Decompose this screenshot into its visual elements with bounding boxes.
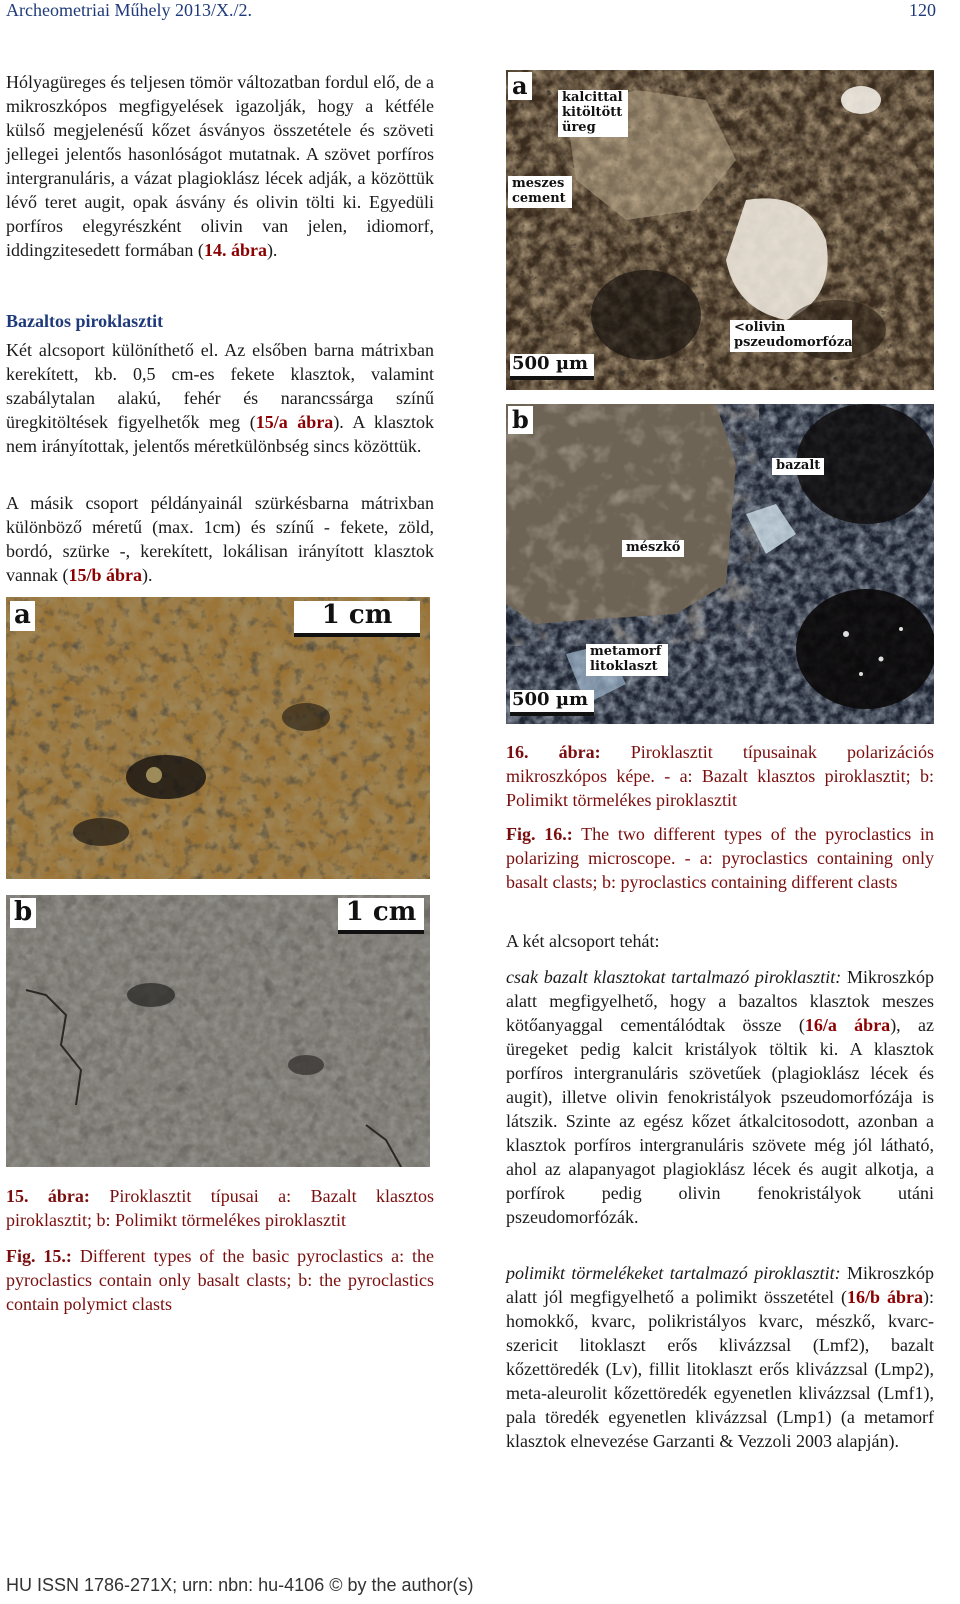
figure-ref-15a[interactable]: 15/a ábra: [255, 412, 334, 432]
figure-ref-16b[interactable]: 16/b ábra: [846, 1287, 923, 1307]
figure-15b-photo: [6, 895, 430, 1167]
figure-15b-letter: b: [10, 898, 36, 928]
journal-title: Archeometriai Műhely 2013/X./2.: [6, 0, 252, 20]
figure-ref-14[interactable]: 14. ábra: [203, 240, 267, 260]
figure-15b-scale: 1 cm: [338, 898, 424, 934]
label-basalt: bazalt: [772, 458, 824, 475]
paragraph-ket-alcsoport-tehat: A két alcsoport tehát:: [506, 931, 660, 951]
label-metamorphic-lithoclast: metamorf litoklaszt: [586, 644, 668, 676]
figure-15a-scale: 1 cm: [294, 601, 420, 637]
section-heading: Bazaltos piroklasztit: [6, 311, 164, 331]
label-olivine-pseudomorph: <olivin pszeudomorfóza: [730, 320, 852, 352]
figure-16b-scale: 500 µm: [510, 690, 594, 716]
page-number: 120: [909, 0, 936, 20]
label-limestone: mészkő: [622, 540, 684, 557]
paragraph-masik-csoport: A másik csoport példányainál szürkésbarna mátrixban különböző méretű (max. 1cm) és színű - fekete, zöld, bordó, szürke -, kerekített, lokálisan irányított klasztok vannak (15/b ábra).: [6, 493, 434, 585]
figure-16b-letter: b: [508, 406, 533, 434]
figure-ref-15b[interactable]: 15/b ábra: [68, 565, 142, 585]
figure-15a-photo: [6, 597, 430, 879]
paragraph-ket-alcsoport: Két alcsoport különíthető el. Az elsőben barna mátrixban kerekített, kb. 0,5 cm-es fekete klasztok, valamint szabálytalan alakú, fehér és narancssárga színű üregkitöltések figyelhetők meg (15/a ábra). A klasztok nem irányítottak, jelentős méretkülönbség sincs közöttük.: [6, 340, 434, 456]
figure-15-caption-hu: 15. ábra: Piroklasztit típusai a: Bazalt klasztos piroklasztit; b: Polimikt törmelékes piroklasztit: [6, 1186, 434, 1230]
left-text-block: [6, 70, 434, 262]
figure-16a-scale: 500 µm: [510, 354, 594, 380]
label-calcite-filled-cavity: kalcittal kitöltött üreg: [558, 90, 628, 137]
figure-16a-letter: a: [508, 72, 532, 100]
figure-15a-letter: a: [10, 601, 35, 631]
figure-15-caption-en: Fig. 15.: Different types of the basic pyroclastics a: the pyroclastics contain only basalt clasts; b: the pyroclastics contain polymict clasts: [6, 1246, 434, 1314]
label-calcareous-cement: meszes cement: [508, 176, 572, 208]
page-header: [6, 0, 936, 26]
figure-16b-micrograph: [506, 404, 934, 724]
paragraph-bazalt-klasztos: csak bazalt klasztokat tartalmazó piroklasztit: Mikroszkóp alatt megfigyelhető, hogy a bazaltos klasztok meszes kötőanyaggal cementálódtak össze (16/a ábra), az üregeket pedig kalcit kristályok töltik ki. A klasztok porfíros intergranuláris szövetűek (plagioklász lécek és augit), illetve olivin fenokristályok pszeudomorfózája is látszik. Szinte az egész kőzet átkalcitosodott, azonban a klasztok porfíros intergranuláris szövete még jól látható, ahol az alapanyagot plagioklász lécek és augit alkotja, a porfírok pedig olivin fenokristályok utáni pszeudomorfózák.: [506, 967, 934, 1227]
paragraph-polimikt: polimikt törmelékeket tartalmazó piroklasztit: Mikroszkóp alatt jól megfigyelhető a polimikt összetétel (16/b ábra): homokkő, kvarc, polikristályos kvarc, mészkő, kvarc-szericit litoklaszt erős klivázzsal (Lmf2), bazalt kőzettöredék (Lv), fillit litoklaszt erős klivázzsal (Lmp2), meta-aleurolit kőzettöredék egyenetlen klivázzsal (Lmf1), pala töredék egyenetlen klivázzsal (Lmp1) (a metamorf klasztok elnevezése Garzanti & Vezzoli 2003 alapján).: [506, 1263, 935, 1451]
figure-ref-16a[interactable]: 16/a ábra: [804, 1015, 891, 1035]
figure-16-caption-hu: 16. ábra: Piroklasztit típusainak polarizációs mikroszkópos képe. - a: Bazalt klasztos piroklasztit; b: Polimikt törmelékes piroklasztit: [506, 742, 934, 810]
paragraph-hólyagüreges: Hólyagüreges és teljesen tömör változatban fordul elő, de a mikroszkópos megfigyelések igazolják, hogy a kétféle külső megjelenésű kőzet ásványos összetétele és szöveti jellegei jelentős hasonlóságot mutatnak. A szövet porfíros intergranuláris, a vázat plagioklász lécek adják, a közöttük lévő teret augit, opak ásvány és olivin tölti ki. Egyedüli porfíros elegyrészként olivin van jelen, idiomorf, iddingzitesedett formában (14. ábra).: [6, 72, 434, 260]
section-pyroclastic: [6, 309, 434, 333]
page-footer: HU ISSN 1786-271X; urn: nbn: hu-4106 © by the author(s): [6, 1575, 474, 1595]
figure-16-caption-en: Fig. 16.: The two different types of the pyroclastics in polarizing microscope. - a: pyroclastics containing only basalt clasts; b: pyroclastics containing different clasts: [506, 824, 934, 892]
